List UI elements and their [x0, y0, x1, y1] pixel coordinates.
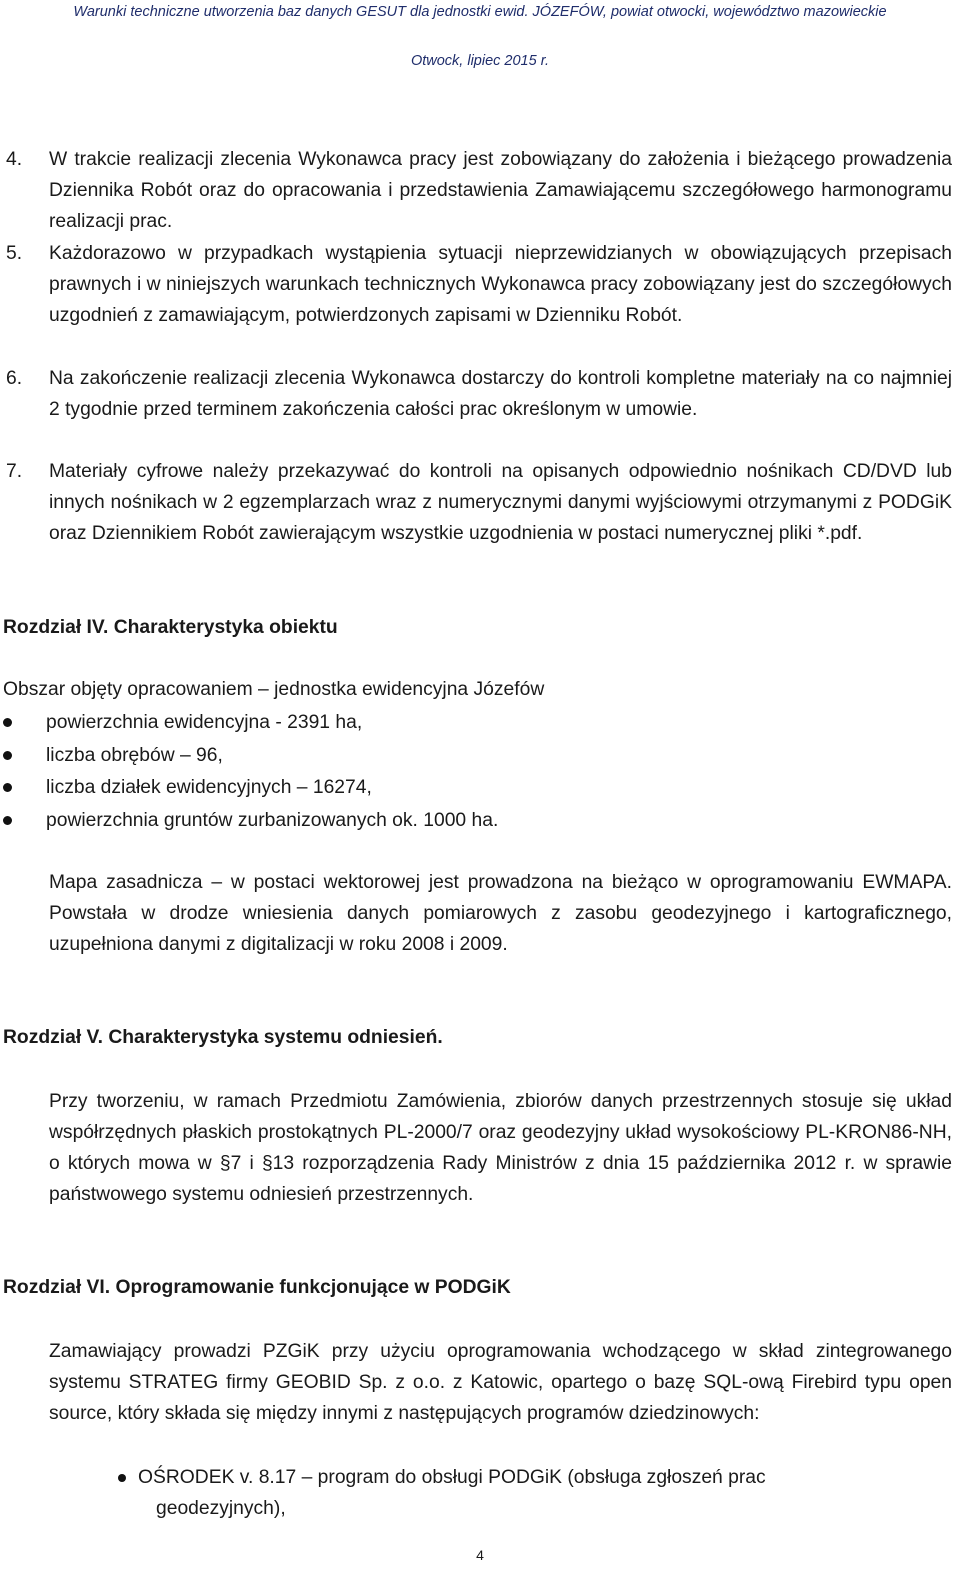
chapter-6-heading: Rozdział VI. Oprogramowanie funkcjonujące w PODGiK — [3, 1277, 511, 1298]
list-item-5 — [6, 238, 952, 331]
bullet-item: liczba działek ewidencyjnych – 16274, — [0, 772, 498, 805]
bullet-item: powierzchnia gruntów zurbanizowanych ok. 1000 ha. — [0, 805, 498, 838]
header-date: Otwock, lipiec 2015 r. — [410, 53, 550, 69]
item-text: W trakcie realizacji zlecenia Wykonawca pracy jest zobowiązany do założenia i bieżącego prowadzenia Dziennika Robót oraz do opracowania i przedstawienia Zamawiającemu szczegółowego harmonogramu realizacji prac. — [49, 149, 952, 232]
chapter-5-paragraph: Przy tworzeniu, w ramach Przedmiotu Zamówienia, zbiorów danych przestrzennych stosuje się układ współrzędnych płaskich prostokątnych PL-2000/7 oraz geodezyjny układ wysokościowy PL-KRON86-NH, o których mowa w §7 i §13 rozporządzenia Rady Ministrów z dnia 15 października 2012 r. w sprawie państwowego systemu odniesień przestrzennych. — [49, 1091, 952, 1205]
item-text: Materiały cyfrowe należy przekazywać do kontroli na opisanych odpowiednio nośnikach CD/DVD lub innych nośnikach w 2 egzemplarzach wraz z numerycznymi danymi wyjściowymi otrzymanymi z PODGiK oraz Dziennikiem Robót zawierającym wszystkie uzgodnienia w postaci numerycznej pliki *.pdf. — [49, 461, 952, 544]
chapter-6-paragraph: Zamawiający prowadzi PZGiK przy użyciu oprogramowania wchodzącego w skład zintegrowanego systemu STRATEG firmy GEOBID Sp. z o.o. z Katowic, opartego o bazę SQL-ową Firebird typu open source, który składa się między innymi z następujących programów dziedzinowych: — [49, 1341, 952, 1424]
software-item-text — [138, 1462, 952, 1524]
item-number: 6. — [6, 368, 23, 389]
chapter-4-intro: Obszar objęty opracowaniem – jednostka ewidencyjna Józefów — [3, 679, 545, 700]
chapter-4-heading: Rozdział IV. Charakterystyka obiektu — [3, 617, 338, 638]
item-text: Na zakończenie realizacji zlecenia Wykonawca dostarczy do kontroli kompletne materiały na co najmniej 2 tygodnie przed terminem zakończenia całości prac określonym w umowie. — [49, 368, 952, 420]
software-item-line2: geodezyjnych), — [156, 1498, 286, 1519]
software-list-item — [118, 1462, 952, 1524]
item-text: Każdorazowo w przypadkach wystąpienia sytuacji nieprzewidzianych w obowiązujących przepisach prawnych i w niniejszych warunkach technicznych Wykonawca pracy zobowiązany jest do szczegółowych uzgodnień z zamawiającym, potwierdzonych zapisami w Dzienniku Robót. — [49, 243, 952, 326]
map-paragraph: Mapa zasadnicza – w postaci wektorowej jest prowadzona na bieżąco w oprogramowaniu EWMAPA. Powstała w drodze wniesienia danych pomiarowych z zasobu geodezyjnego i kartograficznego, uzupełniona danymi z digitalizacji w roku 2008 i 2009. — [49, 872, 952, 955]
item-number: 7. — [6, 461, 23, 482]
header-title: Warunki techniczne utworzenia baz danych GESUT dla jednostki ewid. JÓZEFÓW, powiat otwocki, województwo mazowieckie — [73, 4, 887, 20]
bullet-item: liczba obrębów – 96, — [0, 740, 498, 773]
chapter-5-heading: Rozdział V. Charakterystyka systemu odniesień. — [3, 1027, 443, 1048]
bullet-list — [0, 707, 498, 837]
bullet-icon — [118, 1474, 126, 1482]
list-item-4 — [6, 144, 952, 237]
list-item-7 — [6, 456, 952, 549]
software-item-line1: OŚRODEK v. 8.17 – program do obsługi PODGiK (obsługa zgłoszeń prac — [138, 1467, 766, 1488]
bullet-item: powierzchnia ewidencyjna - 2391 ha, — [0, 707, 498, 740]
item-number: 4. — [6, 149, 23, 170]
item-number: 5. — [6, 243, 23, 264]
list-item-6 — [6, 363, 952, 425]
page-number: 4 — [476, 1547, 484, 1563]
